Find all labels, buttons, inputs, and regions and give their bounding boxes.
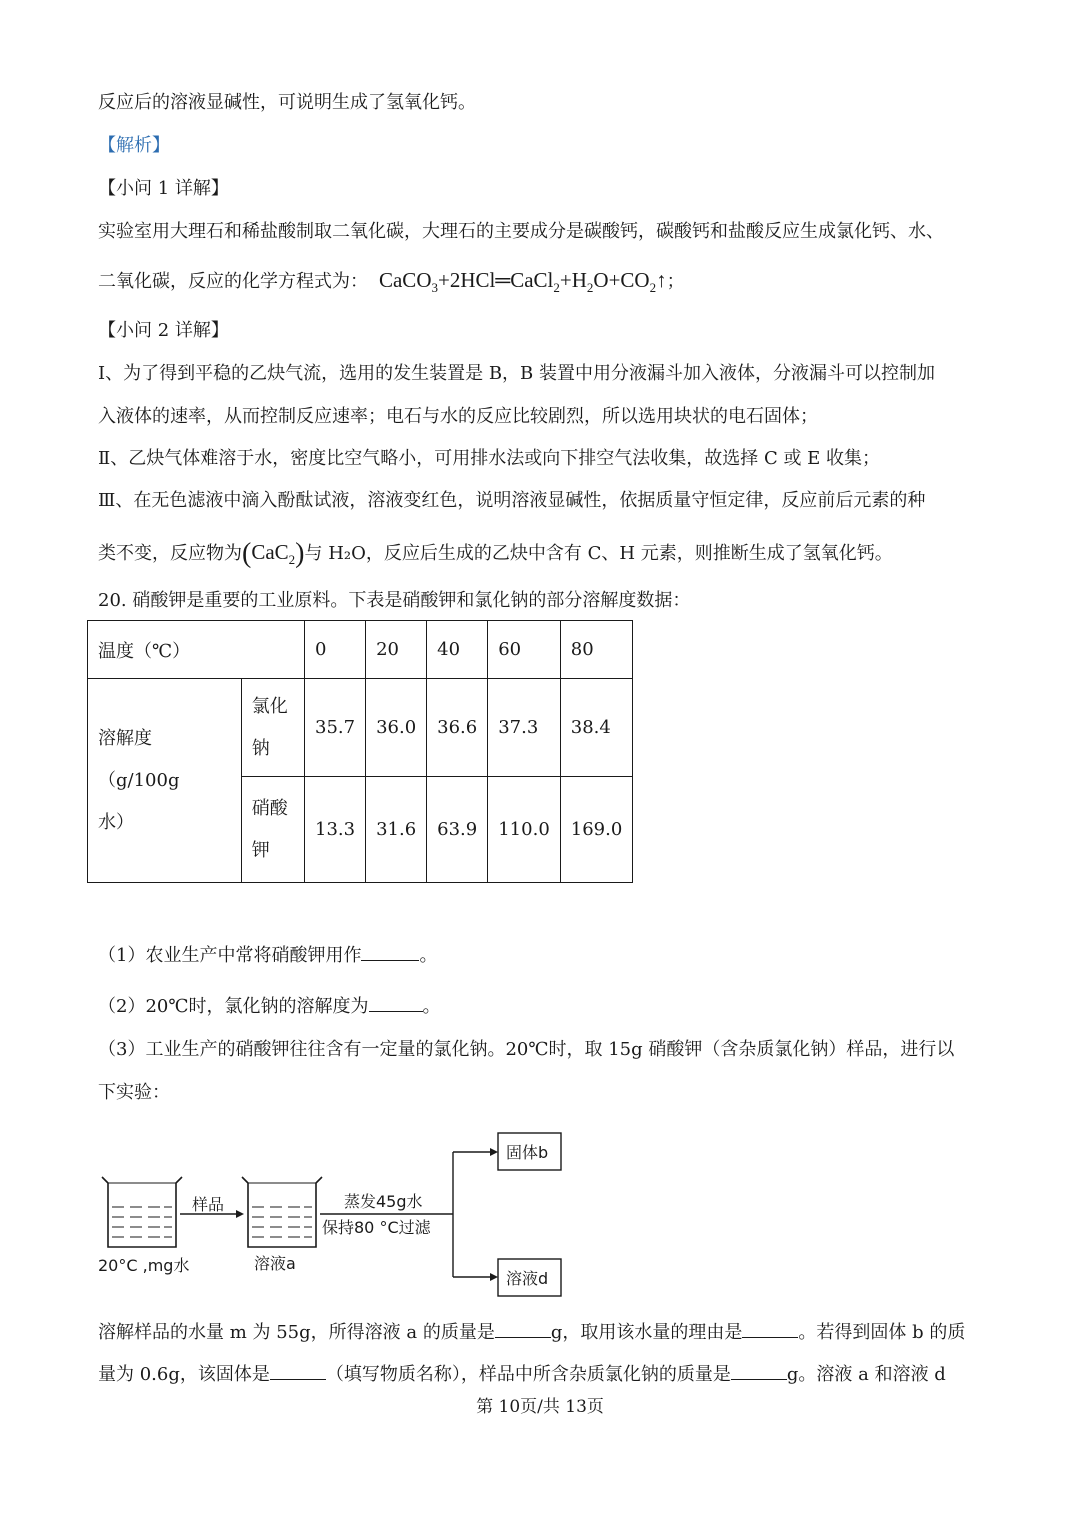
arrow-1-head-icon xyxy=(236,1210,244,1218)
temp-cell: 0 xyxy=(305,621,366,679)
sub-question-1 xyxy=(98,945,437,967)
q1-eq-tail: ； xyxy=(666,271,685,292)
solubility-table xyxy=(87,620,633,883)
q1-heading: 【小问 1 详解】 xyxy=(98,178,229,199)
answer-blank[interactable] xyxy=(361,946,419,961)
page-footer: 第 10页/共 13页 xyxy=(476,1397,604,1417)
nacl-value: 36.0 xyxy=(366,679,427,777)
q2-text-line-5 xyxy=(98,537,893,571)
q2-text-line-5-suffix: 与 H₂O，反应后生成的乙炔中含有 C、H 元素，则推断生成了氢氧化钙。 xyxy=(304,543,893,564)
kno3-value: 13.3 xyxy=(305,777,366,883)
q2-text-line-3: Ⅱ、乙炔气体难溶于水，密度比空气略小，可用排水法或向下排空气法收集，故选择 C 或 E 收集； xyxy=(98,448,881,469)
tail-line-2-text-a: 量为 0.6g，该固体是 xyxy=(98,1364,270,1385)
sub-question-3-line-1: （3）工业生产的硝酸钾往往含有一定量的氯化钠。20℃时，取 15g 硝酸钾（含杂质氯化钠）样品，进行以 xyxy=(98,1039,955,1060)
substance-name-part: 钾 xyxy=(251,839,270,861)
tail-line-2 xyxy=(98,1364,946,1386)
question-20-intro: 20. 硝酸钾是重要的工业原料。下表是硝酸钾和氯化钠的部分溶解度数据： xyxy=(98,590,691,611)
nacl-value: 35.7 xyxy=(305,679,366,777)
tail-line-2-text-b: （填写物质名称），样品中所含杂质氯化钠的质量是 xyxy=(325,1364,731,1385)
kno3-value: 110.0 xyxy=(488,777,561,883)
tail-line-1-text-a: 溶解样品的水量 m 为 55g，所得溶液 a 的质量是 xyxy=(98,1322,495,1343)
nacl-value: 36.6 xyxy=(427,679,488,777)
beaker-1-icon xyxy=(102,1177,182,1247)
solid-b-label: 固体b xyxy=(506,1143,549,1162)
beaker-2-icon xyxy=(242,1177,322,1247)
tail-line-1-text-c: 。若得到固体 b 的质 xyxy=(798,1322,966,1343)
q1-text-line-2-prefix: 二氧化碳，反应的化学方程式为： xyxy=(98,271,368,292)
nacl-value: 38.4 xyxy=(560,679,633,777)
branch-bottom-arrow-head-icon xyxy=(490,1273,498,1281)
tail-line-1 xyxy=(98,1322,965,1344)
answer-blank[interactable] xyxy=(369,997,423,1012)
solubility-header-line-2: 水） xyxy=(98,811,134,833)
kno3-value: 63.9 xyxy=(427,777,488,883)
branch-top-arrow-head-icon xyxy=(490,1148,498,1156)
substance-kno3 xyxy=(241,777,304,883)
analysis-tag: 【解析】 xyxy=(98,135,170,156)
beaker-2-label: 溶液a xyxy=(254,1254,296,1273)
sub-question-2-end: 。 xyxy=(422,996,441,1017)
tail-line-1-text-b: g，取用该水量的理由是 xyxy=(550,1322,743,1343)
kno3-value: 31.6 xyxy=(366,777,427,883)
q2-heading: 【小问 2 详解】 xyxy=(98,320,229,341)
temp-cell: 40 xyxy=(427,621,488,679)
q2-text-line-1: I、为了得到平稳的乙炔气流，选用的发生装置是 B，B 装置中用分液漏斗加入液体，分液漏斗可以控制加 xyxy=(98,363,936,384)
q2-text-line-5-prefix: 类不变，反应物为 xyxy=(98,543,242,564)
q1-text-line-1: 实验室用大理石和稀盐酸制取二氧化碳，大理石的主要成分是碳酸钙，碳酸钙和盐酸反应生成氯化钙、水、 xyxy=(98,221,944,242)
sub-question-3-line-2: 下实验： xyxy=(98,1082,170,1103)
process-label-2: 保持80 °C过滤 xyxy=(322,1218,431,1237)
answer-blank[interactable] xyxy=(270,1365,326,1380)
substance-name-part: 氯化 xyxy=(251,695,288,717)
sub-question-1-text: （1）农业生产中常将硝酸钾用作 xyxy=(98,945,362,966)
chemical-equation-caco3-hcl: $CaCO_3+2HCl═CaCl_2+H_2O+CO_2↑$ xyxy=(373,268,667,295)
prev-answer-line: 反应后的溶液显碱性，可说明生成了氢氧化钙。 xyxy=(98,92,476,113)
q1-text-line-2 xyxy=(98,268,685,296)
temperature-header: 温度（℃） xyxy=(88,621,305,679)
temp-cell: 80 xyxy=(560,621,633,679)
solubility-header xyxy=(88,679,242,883)
q2-text-line-4: Ⅲ、在无色滤液中滴入酚酞试液，溶液变红色，说明溶液显碱性，依据质量守恒定律，反应前后元素的种 xyxy=(98,490,926,511)
answer-blank[interactable] xyxy=(731,1365,787,1380)
answer-blank[interactable] xyxy=(495,1323,551,1338)
sub-question-2 xyxy=(98,996,441,1018)
tail-line-2-text-c: g。溶液 a 和溶液 d xyxy=(786,1364,946,1385)
sub-question-2-text: （2）20℃时，氯化钠的溶解度为 xyxy=(98,996,369,1017)
solution-d-label: 溶液d xyxy=(506,1269,549,1288)
solubility-header-line-1: 溶解度（g/100g xyxy=(98,727,180,791)
experiment-diagram xyxy=(90,1125,580,1305)
process-label-1: 蒸发45g水 xyxy=(344,1192,423,1211)
arrow-1-label: 样品 xyxy=(192,1195,225,1214)
kno3-value: 169.0 xyxy=(560,777,633,883)
beaker-1-label: 20°C ,mg水 xyxy=(98,1256,190,1275)
nacl-value: 37.3 xyxy=(488,679,561,777)
temp-cell: 60 xyxy=(488,621,561,679)
formula-cac2: (CaC$_2$) xyxy=(242,538,305,569)
substance-name-part: 钠 xyxy=(251,737,270,759)
q2-text-line-2: 入液体的速率，从而控制反应速率；电石与水的反应比较剧烈，所以选用块状的电石固体； xyxy=(98,406,818,427)
substance-name-part: 硝酸 xyxy=(251,797,288,819)
temp-cell: 20 xyxy=(366,621,427,679)
answer-blank[interactable] xyxy=(742,1323,798,1338)
substance-nacl xyxy=(241,679,304,777)
sub-question-1-end: 。 xyxy=(419,945,438,966)
